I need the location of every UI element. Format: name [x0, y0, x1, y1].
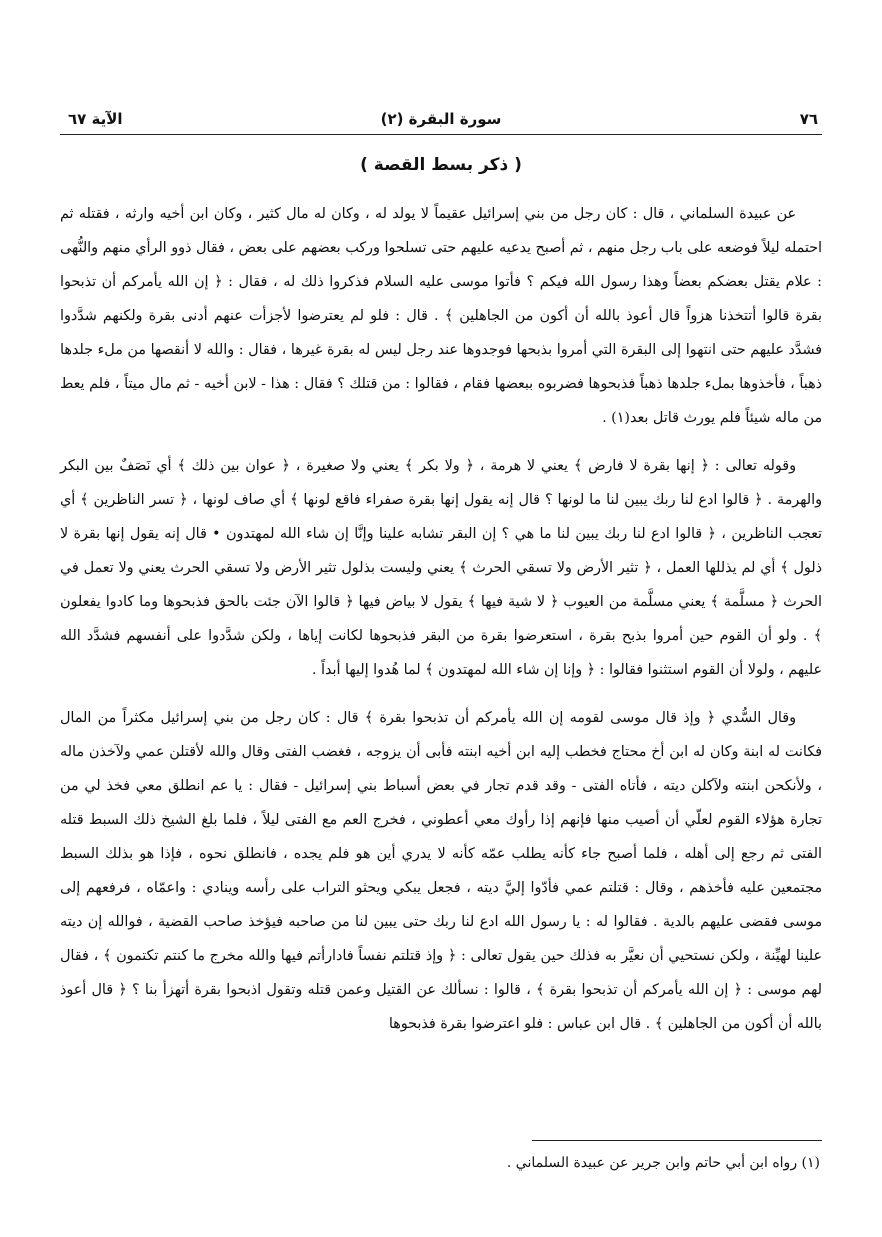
footnote-divider	[532, 1140, 822, 1141]
page-header	[60, 96, 822, 135]
footnote: (١) رواه ابن أبي حاتم وابن جرير عن عبيدة السلماني .	[506, 1155, 820, 1171]
paragraph: عن عبيدة السلماني ، قال : كان رجل من بني إسرائيل عقيماً لا يولد له ، وكان له مال كثير ، وكان ابن أخيه وارثه ، فقتله ثم احتمله ليلاً فوضعه على باب رجل منهم ، ثم أصبح يدعيه عليهم حتى تسلحوا وركب بعضهم على بعض ، فقال ذوو الرأي منهم والنُّهى : علام يقتل بعضكم بعضاً وهذا رسول الله فيكم ؟ فأتوا موسى عليه السلام فذكروا ذلك له ، فقال : ﴿ إن الله يأمركم أن تذبحوا بقرة قالوا أتتخذنا هزواً قال أعوذ بالله أن أكون من الجاهلين ﴾ . قال : فلو لم يعترضوا لأجزأت عنهم أدنى بقرة ولكنهم شدَّدوا فشدَّد عليهم حتى انتهوا إلى البقرة التي أمروا بذبحها فوجدوها عند رجل ليس له بقرة غيرها ، فقال : والله لا أنقصها من ملء جلدها ذهباً ، فأخذوها بملء جلدها ذهباً فذبحوها فضربوه ببعضها فقام ، فقالوا : من قتلك ؟ فقال : هذا - لابن أخيه - ثم مال ميتاً ، فلم يعط من ماله شيئاً فلم يورث قاتل بعد(١) .	[60, 206, 822, 426]
body-text	[60, 197, 822, 1041]
page-number: ٧٦	[799, 110, 818, 128]
verse-label: الآية ٦٧	[68, 110, 123, 128]
book-page	[60, 96, 822, 1041]
surah-title: (٢) سورة البقرة	[380, 110, 502, 128]
section-title: ( ذكر بسط القصة )	[360, 155, 522, 175]
paragraph: وقوله تعالى : ﴿ إنها بقرة لا فارض ﴾ يعني لا هرمة ، ﴿ ولا بكر ﴾ يعني ولا صغيرة ، ﴿ عوان بين ذلك ﴾ أي نَصَفٌ بين البكر والهرمة . ﴿ قالوا ادع لنا ربك يبين لنا ما لونها ؟ قال إنه يقول إنها بقرة صفراء فاقع لونها ﴾ أي صاف لونها ، ﴿ تسر الناظرين ﴾ أي تعجب الناظرين ، ﴿ قالوا ادع لنا ربك يبين لنا ما هي ؟ إن البقر تشابه علينا وإنَّا إن شاء الله لمهتدون • قال إنه يقول إنها بقرة لا ذلول ﴾ أي لم يذللها العمل ، ﴿ تثير الأرض ولا تسقي الحرث ﴾ يعني وليست بذلول تثير الأرض ولا تسقي الحرث يعني ولا تعمل في الحرث ﴿ مسلَّمة ﴾ يعني مسلَّمة من العيوب ﴿ لا شية فيها ﴾ يقول لا بياض فيها ﴿ قالوا الآن جئت بالحق فذبحوها وما كادوا يفعلون ﴾ . ولو أن القوم حين أمروا بذبح بقرة ، استعرضوا بقرة من البقر فذبحوها لكانت إياها ، ولكن شدَّدوا على أنفسهم فشدَّد الله عليهم ، ولولا أن القوم استثنوا فقالوا : ﴿ وإنا إن شاء الله لمهتدون ﴾ لما هُدوا إليها أبداً .	[60, 458, 822, 678]
paragraph: وقال السُّدي ﴿ وإذ قال موسى لقومه إن الله يأمركم أن تذبحوا بقرة ﴾ قال : كان رجل من بني إسرائيل مكثراً من المال فكانت له ابنة وكان له ابن أخ محتاج فخطب إليه ابن أخيه ابنته فأبى أن يزوجه ، فغضب الفتى وقال والله لأقتلن عمي ولآخذن ماله ، ولأنكحن ابنته ولآكلن ديته ، فأتاه الفتى - وقد قدم تجار في بعض أسباط بني إسرائيل - فقال : يا عم انطلق معي فخذ لي من تجارة هؤلاء القوم لعلّي أن أصيب منها فإنهم إذا رأوك معي أعطوني ، فخرج العم مع الفتى ليلاً ، فلما بلغ الشيخ ذلك السبط قتله الفتى ثم رجع إلى أهله ، فلما أصبح جاء كأنه يطلب عمّه كأنه لا يدري أين هو فلم يجده ، فانطلق نحوه ، فإذا هو بذلك السبط مجتمعين عليه فأخذهم ، وقال : قتلتم عمي فأدّوا إليَّ ديته ، فجعل يبكي ويحثو التراب على رأسه وينادي : واعمّاه ، فرفعهم إلى موسى فقضى عليهم بالدية . فقالوا له : يا رسول الله ادع لنا ربك حتى يبين لنا من صاحبه فيؤخذ صاحب القضية ، فوالله إن ديته علينا لهيِّنة ، ولكن نستحيي أن نعيَّر به فذلك حين يقول تعالى : ﴿ وإذ قتلتم نفساً فادارأتم فيها والله مخرج ما كنتم تكتمون ﴾ ، فقال لهم موسى : ﴿ إن الله يأمركم أن تذبحوا بقرة ﴾ ، قالوا : نسألك عن القتيل وعمن قتله وتقول اذبحوا بقرة أتهزأ بنا ؟ ﴿ قال أعوذ بالله أن أكون من الجاهلين ﴾ . قال ابن عباس : فلو اعترضوا بقرة فذبحوها	[60, 710, 822, 1032]
